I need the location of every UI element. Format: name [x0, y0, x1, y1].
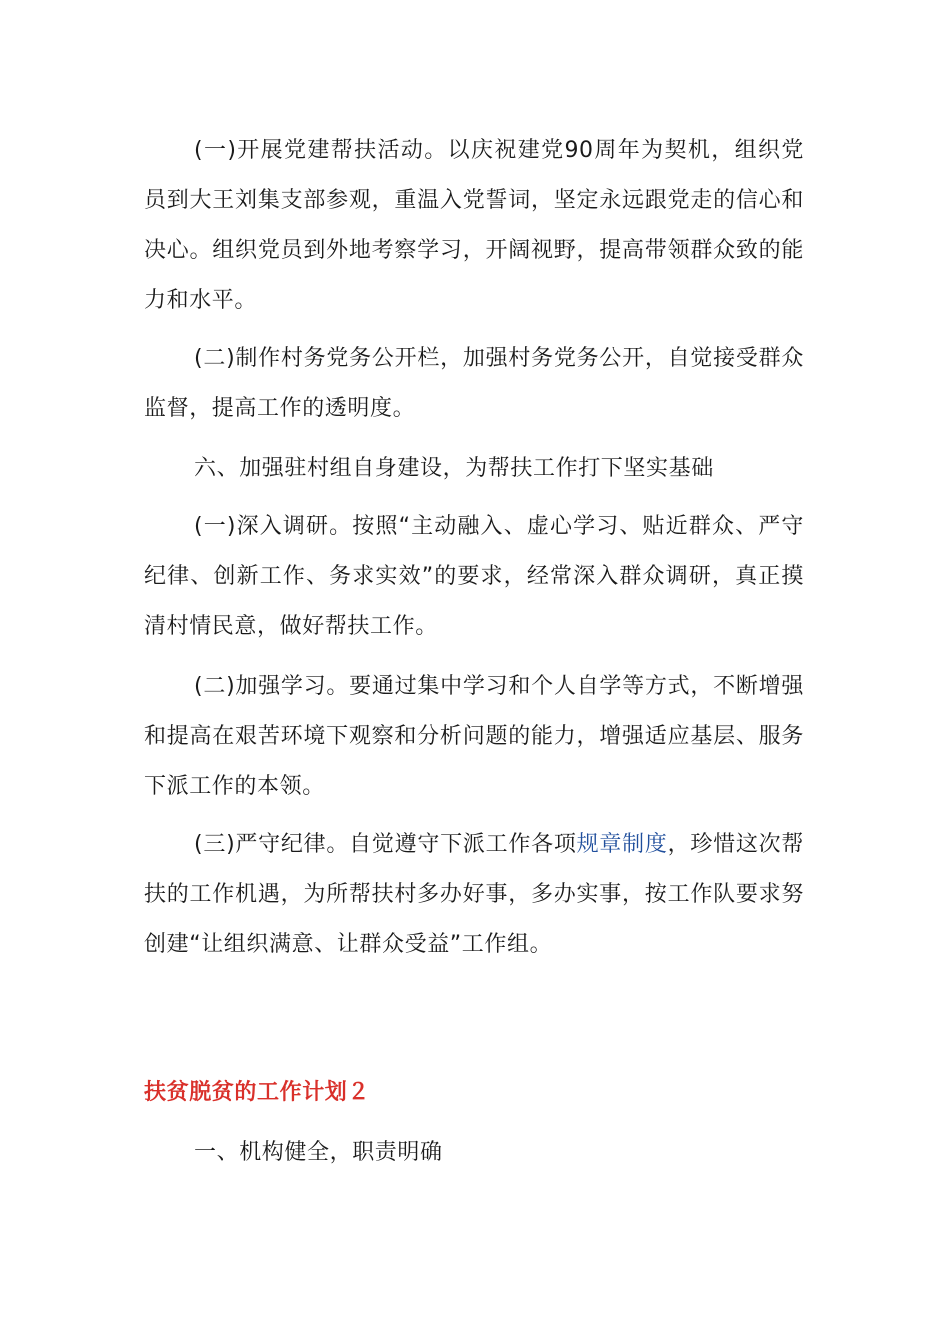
paragraph-public-board: (二)制作村务党务公开栏，加强村务党务公开，自觉接受群众监督，提高工作的透明度。 — [144, 346, 804, 421]
paragraph-section-six: 六、加强驻村组自身建设，为帮扶工作打下坚实基础 — [194, 456, 714, 481]
paragraph-learning: (二)加强学习。要通过集中学习和个人自学等方式，不断增强和提高在艰苦环境下观察和分析问题的能力，增强适应基层、服务下派工作的本领。 — [144, 674, 804, 799]
discipline-text-end: ，珍惜这次帮扶的工作机遇，为所帮扶村多办好事，多办实事，按工作队要求努创建“让组织满意、让群众受益”工作组。 — [144, 832, 805, 957]
paragraph-discipline — [144, 820, 804, 970]
discipline-text-start: (三)严守纪律。自觉遵守下派工作各项 — [194, 832, 577, 857]
paragraph-first-item: 一、机构健全，职责明确 — [194, 1140, 443, 1165]
paragraph-research: (一)深入调研。按照“主动融入、虚心学习、贴近群众、严守纪律、创新工作、务求实效”的要求，经常深入群众调研，真正摸清村情民意，做好帮扶工作。 — [144, 514, 804, 639]
paragraph-party-activities: (一)开展党建帮扶活动。以庆祝建党90周年为契机，组织党员到大王刘集支部参观，重温入党誓词，坚定永远跟党走的信心和决心。组织党员到外地考察学习，开阔视野，提高带领群众致的能力和水平。 — [144, 138, 804, 313]
rules-link[interactable]: 规章制度 — [576, 832, 668, 857]
section-heading: 扶贫脱贫的工作计划２ — [144, 1080, 371, 1105]
